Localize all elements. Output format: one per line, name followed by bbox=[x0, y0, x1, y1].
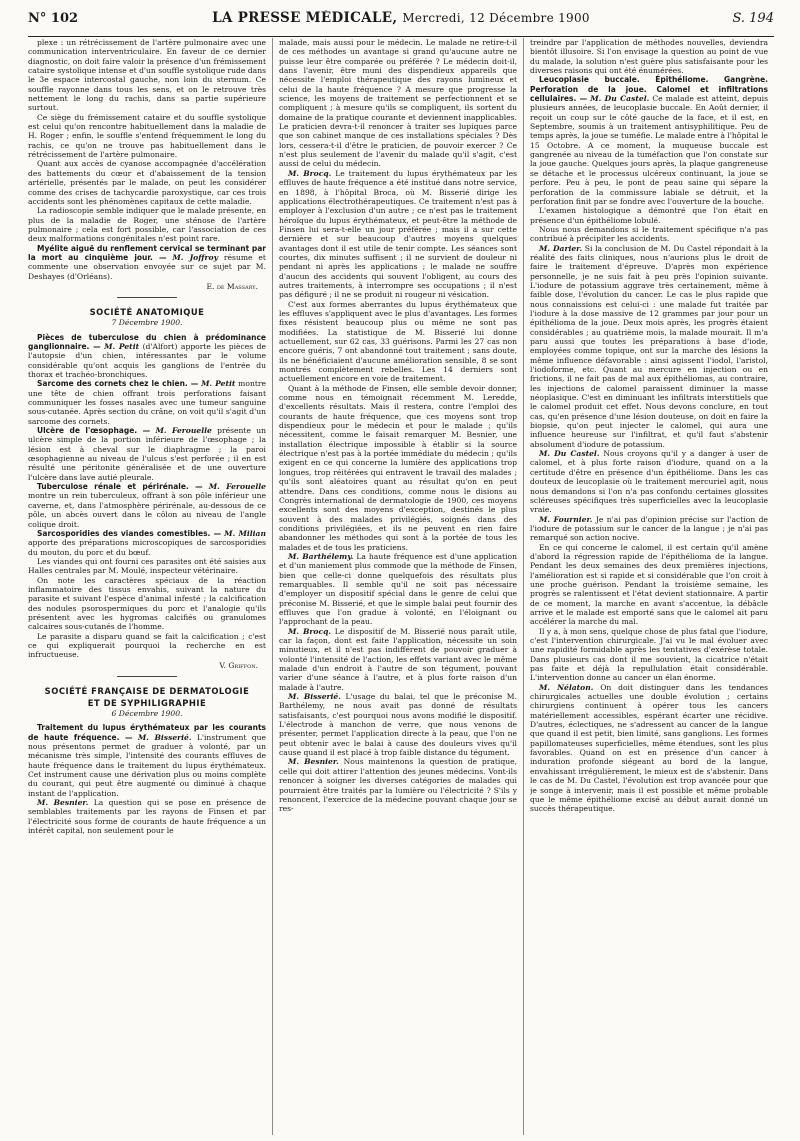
column-rule bbox=[272, 38, 273, 1135]
communication-title: Pièces de tuberculose du chien à prédominance ganglionnaire. — bbox=[28, 332, 266, 351]
paragraph: Ce siège du frémissement cataire et du souffle systolique est celui qu'on rencontre habituellement dans la maladie de H. Roger ; enfin, le souffle s'entend fréquemment le long du rachis, ce qu'on ne trouve pas habituellement dans le rétrécissement de l'artère pulmonaire. bbox=[28, 112, 266, 160]
author-name: M. Du Castel. bbox=[539, 449, 600, 459]
author-name: M. Bisserié. bbox=[137, 732, 192, 742]
paragraph: malade, mais aussi pour le médecin. Le malade ne retire-t-il de ces méthodes un avantage si grand qu'aucune autre ne puisse leur être comparée ou préférée ? Le médecin doit-il, dans l'avenir, être muni des dispendieux appareils que nécessite l'emploi thérapeutique des rayons lumineux et celui de la haute fréquence ? A mesure que progresse la science, les moyens de traitement se perfectionnent et se compliquent ; à mesure qu'ils se compliquent, ils sortent du domaine de la pratique courante et deviennent inapplicables. Le praticien devra-t-il renoncer à traiter ses lupiques parce que son cabinet manque de ces installations spéciales ? Dès lors, cessera-t-il d'être le praticien, de pouvoir exercer ? Ce n'est plus seulement de l'avenir du malade qu'il s'agit, c'est aussi de celui du médecin. bbox=[279, 38, 517, 169]
author-name: M. Brocq. bbox=[288, 168, 332, 178]
communication-text: présente un ulcère simple de la portion inférieure de l'œsophage ; la lésion est à cheval sur le diaphragme ; la paroi œsophagienne au niveau de l'ulcus s'est perforée ; il en est résulté une péritonite généralisée et de une ouverture l'ulcère dans lave autié pleurale. bbox=[28, 426, 266, 482]
communication-text: L'instrument que nous présentons permet de graduer à volonté, par un mécanisme très simple, l'intensité des courants effluves de haute fréquence dans le traitement du lupus érythémateux. Cet instrument cause une dérivation plus ou moins complète du courant, qui peut être augmenté ou diminué à chaque instant de l'application. bbox=[28, 732, 266, 798]
communication-text: montre un rein tuberculeux, offrant à son pôle inférieur une caverne, et, dans l'atmosphère périrénale, au-dessous de ce pôle, un abcès ouvert dans le côlon au niveau de l'angle colique droit. bbox=[28, 491, 266, 529]
author-name: M. Barthélemy. bbox=[288, 551, 354, 561]
page-folio: S. 194 bbox=[732, 11, 774, 26]
paragraph: C'est aux formes aberrantes du lupus érythémateux que les effluves s'appliquent avec le plus d'avantages. Les formes fixes résistent beaucoup plus ou même ne sont pas modifiées. La statistique de M. Bisserié lui donne actuellement, sur 62 cas, 33 guérisons. Parmi les 27 cas non encore guéris, 7 ont abandonné tout traitement ; sans doute, ils ne bénéficiaient d'aucune amélioration sensible, 8 se sont montrés complètement rebelles. Les 14 derniers sont actuellement encore en voie de traitement. bbox=[279, 299, 517, 384]
author-name: M. Ferouelle bbox=[208, 482, 266, 492]
paragraph: Il y a, à mon sens, quelque chose de plus fatal que l'iodure, c'est l'intervention chirurgicale. J'ai vu le mal évoluer avec une rapidité formidable après les tentatives d'exérèse totale. Dans plusieurs cas dont il me souvient, la cicatrice n'était pas faite et déjà la repullulation était considérable. L'intervention donne au cancer un élan énorme. bbox=[530, 626, 768, 683]
discussion-du-castel bbox=[530, 449, 768, 514]
discussion-bisserie bbox=[279, 692, 517, 757]
communication-title: Myélite aiguë du renflement cervical se terminant par la mort au cinquième jour. — bbox=[28, 243, 266, 262]
communication-sarcome bbox=[28, 379, 266, 426]
issue-number: N° 102 bbox=[28, 11, 79, 26]
author-name: M. Milian bbox=[224, 528, 266, 538]
section-title: SOCIÉTÉ ANATOMIQUE bbox=[89, 307, 205, 318]
section-divider bbox=[117, 676, 177, 677]
journal-title bbox=[212, 10, 590, 26]
discussion-fournier bbox=[530, 515, 768, 543]
communication-text: Ce malade est atteint, depuis plusieurs années, de leucoplasie buccale. En Août dernier, il reçoit un coup sur le côté gauche de la face, et il est, en Septembre, soumis à un traitement antisyphilitique. Peu de temps après, la joue se tuméfie. Le malade entre à l'hôpital le 15 Octobre. A ce moment, la muqueuse buccale est gangrenée au niveau de la tuméfaction que l'on constate sur la joue gauche. Quelques jours après, la plaque gangreneuse se détache et le processus ulcéreux continuant, la joue se perfore. Peu à peu, le pont de peau saine qui sépare la perforation de la commissure labiale se détruit, et la perforation finit par se fondre avec l'ouverture de la bouche. bbox=[530, 94, 768, 206]
discussion-text: La question qui se pose en présence de semblables traitements par les rayons de Finsen et par l'électricité sous forme de courants de haute fréquence a un intérêt capital, non seulement pour le bbox=[28, 798, 266, 836]
communication-myelite bbox=[28, 244, 266, 281]
author-name: M. Petit bbox=[201, 379, 236, 389]
signature: V. Griffon. bbox=[219, 660, 258, 670]
paragraph: Quant aux accès de cyanose accompagnée d'accélération des battements du cœur et d'abaissement de la tension artérielle, présentés par le malade, on peut les considérer comme des crises de tachycardie paroxystique, car ces trois accidents sont les phénomènes capitaux de cette maladie. bbox=[28, 159, 266, 206]
section-divider bbox=[117, 297, 177, 298]
discussion-text: On doit distinguer dans les tendances chirurgicales actuelles une double évolution ; certains chirurgiens continuent à opérer tous les cancers matériellement accessibles, espérant écarter une récidive. D'autres, éclectiques, ne s'adressent au cancer de la langue que quand il est petit, bien limité, sans ganglions. Les formes papillomateuses superficielles, même étendues, sont les plus favorables. Quand on est en présence d'un cancer à induration profonde siégeant au bord de la langue, envahissant irrégulièrement, le mieux est de s'abstenir. Dans le cas de M. Du Castel, l'évolution est trop avancée pour que je songe à intervenir, mais il est possible et même probable que le même épithéliome excisé au début aurait donné un succès thérapeutique. bbox=[530, 682, 768, 814]
journal-page bbox=[28, 10, 774, 1135]
communication-leucoplasie bbox=[530, 75, 768, 206]
author-name: M. Fournier. bbox=[539, 514, 593, 524]
communication-title: Sarcome des cornets chez le chien. — bbox=[37, 379, 199, 389]
column-2 bbox=[279, 38, 517, 1135]
discussion-text: Le traitement du lupus érythémateux par les effluves de haute fréquence a été institué dans notre service, en 1898, à l'hôpital Broca, où M. Bisserié dirige les applications électrothérapeutiques. Ce traitement n'est pas à employer à l'exclusion d'un autre ; ce n'est pas le traitement héroïque du lupus érythémateux, et peut-être la méthode de Finsen lui sera-t-elle un jour préférée ; mais il a sur cette dernière et sur beaucoup d'autres moyens quelques avantages dont il est utile de tenir compte. Les séances sont courtes, dix minutes suffisent ; il ne survient de douleur ni pendant ni après les applications ; le malade ne souffre d'aucun des accidents qui souvent l'obligent, au cours des autres traitements, à interrompre ses occupations ; il n'est pas défiguré ; il ne se produit ni rougeur ni vésication. bbox=[279, 168, 517, 300]
discussion-text: Je n'ai pas d'opinion précise sur l'action de l'iodure de potassium sur le cancer de la langue ; je n'ai pas remarqué son action nocive. bbox=[530, 514, 768, 543]
column-3 bbox=[530, 38, 768, 1135]
column-rule bbox=[523, 38, 524, 1135]
author-name: M. Ferouelle bbox=[155, 426, 212, 436]
discussion-text: Si la conclusion de M. Du Castel répondait à la réalité des faits cliniques, nous n'aurions plus le droit de faire le traitement d'épreuve. D'après mon expérience personnelle, je ne suis fait à peu près l'opinion suivante. L'iodure de potassium aggrave très certainement, même à faible dose, l'évolution du cancer. Le cas le plus rapide que nous connaissions est celui-ci : une malade fut traitée par l'iodure à la dose massive de 12 grammes par jour pour un épithélioma de la joue. Deux mois après, les progrès étaient considérables ; au quatrième mois, la malade mourait. Il m'a paru aussi que toutes les préparations à base d'iode, employées comme topique, ont sur la marche des lésions la même influence défavorable : ainsi agissent l'iodol, l'aristol, l'iodoforme, etc. Quant au mercure en injection ou en frictions, il ne fait pas de mal aux épithéliomas, au contraire, les injections de calomel paraissent diminuer la masse néoplasique. C'est en diminuant les infiltrats interstitiels que le calomel produit cet effet. Nous devons conclure, en tout cas, qu'en présence d'une lésion douteuse, on doit en faire la biopsie, qu'on peut injecter le calomel, qui aura une influence heureuse sur l'infiltrat, et qu'il faut s'abstenir absolument d'iodure de potassium. bbox=[530, 243, 768, 449]
section-date: 7 Décembre 1900. bbox=[111, 318, 183, 328]
author-name: M. Darier. bbox=[539, 243, 583, 253]
paragraph: plexe : un rétrécissement de l'artère pulmonaire avec une communication interventriculaire. En faveur de ce dernier diagnostic, on doit faire valoir la présence d'un frémissement cataire systolique intense et d'un souffle systolique rude dans le 3e espace intercostal gauche, non loin du sternum. Ce souffle rayonne dans tous les sens, et on le retrouve très nettement le long du rachis, dans sa partie supérieure surtout. bbox=[28, 38, 266, 113]
discussion-barthelemy bbox=[279, 552, 517, 627]
communication-text: montre une tête de chien offrant trois perforations faisant communiquer les fosses nasales avec une tumeur sanguine sous-cutanée. Après section du crâne, on voit qu'il s'agit d'un sarcome des cornets. bbox=[28, 379, 266, 426]
communication-tuberculose-renale bbox=[28, 482, 266, 529]
communication-title: Sarcosporidies des viandes comestibles. — bbox=[37, 528, 222, 538]
discussion-text: Nous croyons qu'il y a danger à user de calomel, et à plus forte raison d'iodure, quand on a la certitude d'être en présence d'un épithéliome. Dans les cas douteux de leucoplasie où le traitement mercuriel agit, nous nous demandons si l'on n'a pas confondu certaines glossites scléreuses spécifiques très superficielles avec la leucoplasie vraie. bbox=[530, 449, 768, 515]
journal-name: LA PRESSE MÉDICALE, bbox=[212, 10, 398, 26]
discussion-text: L'usage du balai, tel que le préconise M. Barthélemy, ne nous avait pas donné de résultats satisfaisants, c'est pourquoi nous avons modifié le dispositif. L'électrode à manchon de verre, que nous venons de présenter, permet l'application directe à la peau, que l'on ne peut obtenir avec le balai à cause des douleurs vives qu'il cause quand il est placé à trop faible distance du tégument. bbox=[279, 692, 517, 758]
discussion-brocq-2 bbox=[279, 627, 517, 692]
communication-tuberculose-chien bbox=[28, 333, 266, 380]
communication-lupus bbox=[28, 723, 266, 798]
communication-text: résume et commente une observation envoyée sur ce sujet par M. Deshayes (d'Orléans). bbox=[28, 252, 266, 281]
paragraph: Quant à la méthode de Finsen, elle semble devoir donner, comme nous en témoignait récemment M. Leredde, d'excellents résultats. Mais il restera, contre l'emploi des courants de haute fréquence, que ces moyens sont trop dispendieux pour le médecin et pour le malade ; qu'ils nécessitent, comme le faisait remarquer M. Besnier, une installation électrique impossible à établir si la source électrique n'est pas à la portée immédiate du médecin ; qu'ils exigent en ce qui concerne la lumière des applications trop longues, trop réitérées qui entravent le travail des malades ; qu'ils sont aléatoires quant au résultat qu'on en peut attendre. Dans ces conditions, comme nous le disions au Congrès international de dermatologie de 1900, ces moyens excellents sont des moyens d'exception, destinés le plus souvent à des malades privilégiés, soignés dans des conditions privilégiées, et ils ne peuvent en rien faire abandonner les méthodes qui sont à la portée de tous les malades et de tous les praticiens. bbox=[279, 383, 517, 552]
author-name: M. Nélaton. bbox=[539, 682, 594, 692]
communication-title: Leucoplasie buccale. Épithéliome. Gangrène. Perforation de la joue. Calomel et infiltrations cellulaires. — bbox=[530, 75, 768, 104]
paragraph: On note les caractères spéciaux de la réaction inflammatoire des tissus envahis, suivant la nature du parasite et suivant l'espèce d'animal infesté ; la calcification des nodules psorospermiques du porc et l'analogie qu'ils présentent avec les hygromas calcifiés ou granulomes calcaires sous-cutanés de l'homme. bbox=[28, 575, 266, 632]
communication-title: Tuberculose rénale et périrénale. — bbox=[37, 482, 203, 492]
paragraph: L'examen histologique a démontré que l'on était en présence d'un épithéliome lobulé. bbox=[530, 206, 768, 225]
section-date: 6 Décembre 1900. bbox=[111, 709, 183, 718]
discussion-text: Nous maintenons la question de pratique, celle qui doit attirer l'attention des jeunes médecins. Vont-ils renoncer à soigner les diverses catégories de malades qui pourraient être traités par la lumière ou l'électricité ? S'ils y renoncent, l'exercice de la médecine pouvant chaque jour se res- bbox=[279, 757, 517, 814]
author-name: M. Du Castel. bbox=[590, 94, 650, 104]
communication-text: (d'Alfort) apporte les pièces de l'autopsie d'un chien, intéressantes par le volume considérable qu'ont acquis les ganglions de l'entrée du thorax et trachéo-bronchiques. bbox=[28, 341, 266, 379]
discussion-besnier bbox=[28, 798, 266, 835]
signature: E. de Massary. bbox=[206, 281, 258, 291]
paragraph: Les viandes qui ont fourni ces parasites ont été saisies aux Halles centrales par M. Moulé, inspecteur vétérinaire. bbox=[28, 556, 266, 576]
author-name: M. Petit bbox=[104, 341, 140, 351]
author-name: M. Besnier. bbox=[288, 757, 339, 767]
communication-ulcere bbox=[28, 426, 266, 482]
paragraph: La radioscopie semble indiquer que le malade présente, en plus de la maladie de Roger, une sténose de l'artère pulmonaire ; cela est fort possible, car l'association de ces deux malformations congénitales n'est point rare. bbox=[28, 206, 266, 244]
paragraph: Nous nous demandons si le traitement spécifique n'a pas contribué à précipiter les accidents. bbox=[530, 224, 768, 244]
discussion-darier bbox=[530, 244, 768, 450]
column-1 bbox=[28, 38, 266, 1135]
discussion-besnier-2 bbox=[279, 757, 517, 813]
section-title-line2: ET DE SYPHILIGRAPHIE bbox=[87, 698, 207, 708]
paragraph: En ce qui concerne le calomel, il est certain qu'il amène d'abord la régression rapide de l'épithélioma de la langue. Pendant les deux semaines des deux premières injections, l'amélioration est si rapide et si considérable que l'on croit à une proche guérison. Pendant la troisième semaine, les progrès se ralentissent et l'état devient stationnaire. A partir de ce moment, la marche en avant s'accentue, la débâcle arrive et le malade est emporté sans que le calomel ait paru accélérer la marche du mal. bbox=[530, 542, 768, 627]
section-title: SOCIÉTÉ FRANÇAISE DE DERMATOLOGIE bbox=[44, 686, 250, 696]
communication-text: apporte des préparations microscopiques de sarcosporidies du mouton, du porc et du bœuf. bbox=[28, 538, 266, 557]
discussion-text: La haute fréquence est d'une application et d'un maniement plus commode que la méthode de Finsen, bien que celle-ci donne quelquefois des résultats plus remarquables. Il semble qu'il ne soit pas nécessaire d'employer un dispositif spécial dans le genre de celui que préconise M. Bisserié, et que le simple balai peut fournir des effluves que l'on gradue à volonté, en l'éloignant ou l'approchant de la peau. bbox=[279, 551, 517, 627]
discussion-nelaton bbox=[530, 683, 768, 814]
paragraph: treindre par l'application de méthodes nouvelles, deviendra bientôt illusoire. Si l'on envisage la question au point de vue du malade, la solution n'est guère plus satisfaisante pour les diverses raisons qui ont été énumérées. bbox=[530, 38, 768, 76]
author-name: M. Bisserié. bbox=[288, 692, 341, 702]
text-columns bbox=[28, 38, 774, 1135]
running-header bbox=[28, 10, 774, 37]
communication-title: Traitement du lupus érythémateux par les courants de haute fréquence. — bbox=[28, 723, 266, 742]
issue-date: Mercredi, 12 Décembre 1900 bbox=[402, 11, 590, 25]
discussion-text: Le dispositif de M. Bisserié nous paraît utile, car la façon, dont est faite l'application, nécessite un soin minutieux, et il n'est pas indifférent de pouvoir graduer à volonté l'intensité de l'action, les effets variant avec le même malade d'un endroit à l'autre de son tégument, pouvant varier d'une séance à l'autre, et à plus forte raison d'un malade à l'autre. bbox=[279, 626, 517, 692]
discussion-brocq bbox=[279, 169, 517, 300]
paragraph: Le parasite a disparu quand se fait la calcification ; c'est ce qui expliquerait pourquoi la recherche en est infructueuse. bbox=[28, 631, 266, 660]
communication-sarcosporidies bbox=[28, 529, 266, 557]
communication-title: Ulcère de l'œsophage. — bbox=[37, 426, 151, 436]
author-name: M. Brocq. bbox=[288, 626, 332, 636]
author-name: M. Joffroy bbox=[172, 252, 218, 262]
author-name: M. Besnier. bbox=[37, 798, 89, 808]
